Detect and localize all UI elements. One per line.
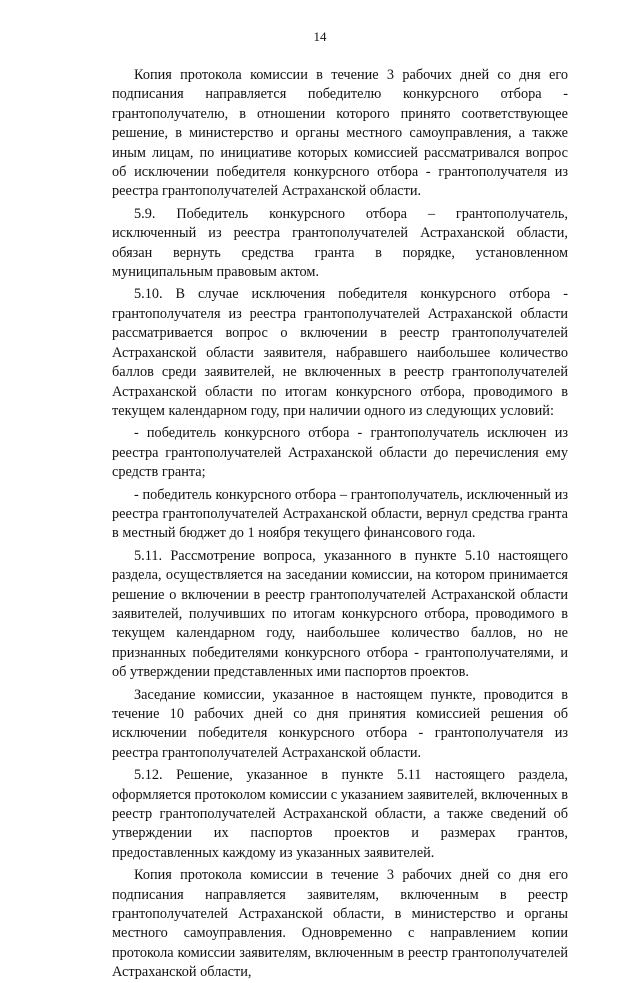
paragraph: 5.12. Решение, указанное в пункте 5.11 настоящего раздела, оформляется протоколом комиссии с указанием заявителей, включенных в реестр грантополучателей Астраханской области, а также сведений об утверждении их паспортов проектов и размерах грантов, предоставленных каждому из указанных заявителей. <box>112 767 568 861</box>
page-number: 14 <box>313 29 327 44</box>
paragraph: Копия протокола комиссии в течение 3 рабочих дней со дня его подписания направляется победителю конкурсного отбора - грантополучателю, в отношении которого принято соответствующее решение, в министерство и органы местного самоуправления, а также иным лицам, по инициативе которых комиссией рассматривался вопрос об исключении победителя конкурсного отбора - грантополучателя из реестра грантополучателей Астраханской области. <box>112 67 568 200</box>
paragraph: Копия протокола комиссии в течение 3 рабочих дней со дня его подписания направляется заявителям, включенным в реестр грантополучателей Астраханской области, в министерство и органы местного самоуправления. Одновременно с направлением копии протокола комиссии заявителям, включенным в реестр грантополучателей Астраханской области, <box>112 867 568 981</box>
paragraph: - победитель конкурсного отбора – грантополучатель, исключенный из реестра грантополучателей Астраханской области, вернул средства гранта в местный бюджет до 1 ноября текущего финансового года. <box>112 486 568 542</box>
paragraph: 5.10. В случае исключения победителя конкурсного отбора - грантополучателя из реестра грантополучателей Астраханской области рассматривается вопрос о включении в реестр грантополучателей Астраханской области заявителя, набравшего наибольшее количество баллов среди заявителей, не включенных в реестр грантополучателей Астраханской области по итогам конкурсного отбора, проводимого в текущем календарном году, при наличии одного из следующих условий: <box>112 286 568 419</box>
document-body <box>112 66 568 983</box>
paragraph: 5.9. Победитель конкурсного отбора – грантополучатель, исключенный из реестра грантополучателей Астраханской области, обязан вернуть средства гранта в порядке, установленном муниципальным правовым актом. <box>112 205 568 281</box>
paragraph: - победитель конкурсного отбора - грантополучатель исключен из реестра грантополучателей Астраханской области до перечисления ему средств гранта; <box>112 425 568 481</box>
paragraph: 5.11. Рассмотрение вопроса, указанного в пункте 5.10 настоящего раздела, осуществляется на заседании комиссии, на котором принимается решение о включении в реестр грантополучателей Астраханской области заявителей, получивших по итогам конкурсного отбора, проводимого в текущем календарном году, наибольшее количество баллов, но не признанных победителями конкурсного отбора - грантополучателями, и об утверждении представленных ими паспортов проектов. <box>112 547 568 681</box>
paragraph: Заседание комиссии, указанное в настоящем пункте, проводится в течение 10 рабочих дней со дня принятия комиссией решения об исключении победителя конкурсного отбора - грантополучателя из реестра грантополучателей Астраханской области. <box>112 686 568 761</box>
